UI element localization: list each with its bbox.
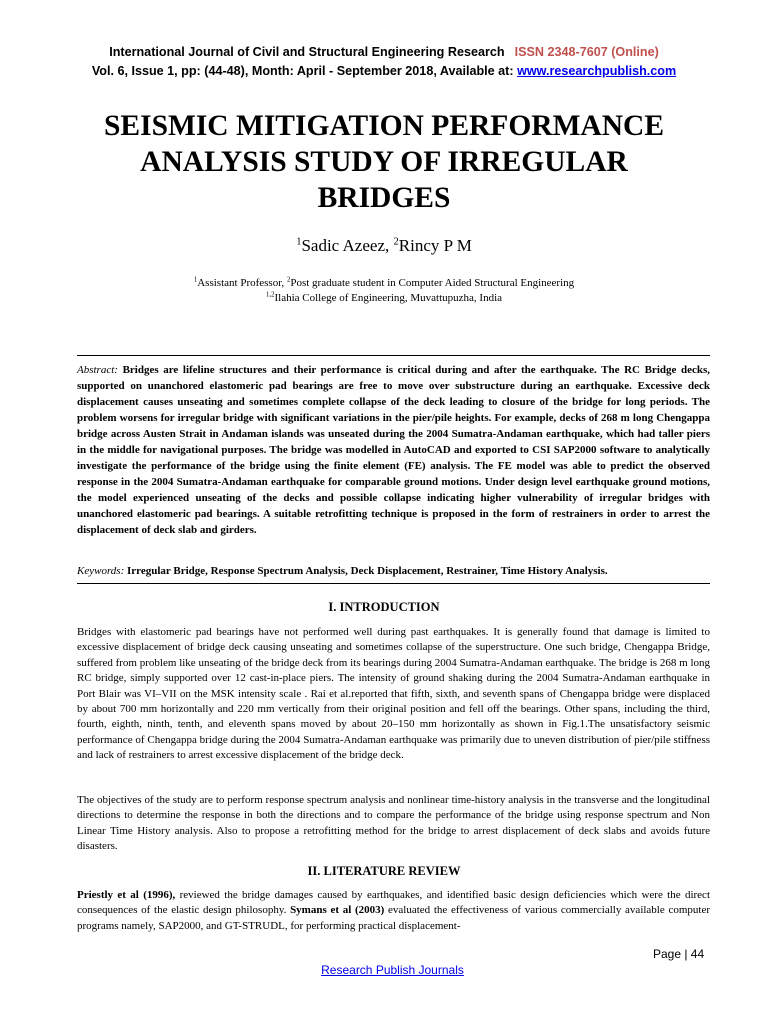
keywords-text: Irregular Bridge, Response Spectrum Analysis, Deck Displacement, Restrainer, Time History Analysis.: [127, 565, 608, 577]
abstract-label: Abstract:: [77, 364, 118, 376]
author-1: Sadic Azeez,: [301, 236, 394, 255]
abstract-top-rule: [77, 355, 710, 356]
abstract-bottom-rule: [77, 583, 710, 584]
abstract-text: Bridges are lifeline structures and their performance is critical during and after the earthquake. The RC Bridge decks, supported on unanchored elastomeric pad bearings are free to move over substructure during an earthquake. Excessive deck displacement causes unseating and sometimes complete collapse of the deck leading to closure of the bridge for long periods. The problem worsens for irregular bridge with significant variations in the pier/pile heights. For example, decks of 268 m long Chengappa bridge across Austen Strait in Andaman islands was unseated during the 2004 Sumatra-Andaman earthquake, which had taller piers in the middle for navigational purposes. The bridge was modelled in AutoCAD and exported to CSI SAP2000 software to analytically investigate the performance of the bridge using the finite element (FE) analysis. The FE model was able to predict the observed response in the 2004 Sumatra-Andaman earthquake for comparable ground motions. Under design level earthquake ground motions, the model experienced unseating of the decks and possible collapse indicating higher vulnerability of irregular bridges with unanchored elastomeric pad bearings. A suitable retrofitting technique is proposed in the form of restrainers in order to arrest the displacement of deck slab and girders.: [77, 364, 711, 536]
intro-paragraph-1: Bridges with elastomeric pad bearings have not performed well during past earthquakes. It is generally found that damage is limited to excessive displacement of bridge deck causing unseating and sometimes collapse of the superstructure. One such bridge, Chengappa Bridge, suffered from problem like unseating of the bridge deck from its bearings during 2004 Sumatra-Andaman earthquake. The bridge is 268 m long RC bridge, simply supported over 12 cast-in-place piers. The intensity of ground shaking during the 2004 Sumatra-Andaman earthquake in Port Blair was VI–VII on the MSK intensity scale . Rai et al.reported that fifth, sixth, and seventh spans of Chengappa bridge were displaced by about 700 mm horizontally and 220 mm vertically from their original position and fell off the bearings. Other spans, including the third, fourth, eighth, ninth, tenth, and eleventh spans moved by about 20–150 mm horizontally as shown in Fig.1.The unsatisfactory seismic performance of Chengappa bridge during the 2004 Sumatra-Andaman earthquake was primarily due to uneven distribution of pier/pile stiffness and lack of restrainers to arrest excessive displacement of the bridge deck.: [77, 626, 710, 762]
affil-1-mark: 1: [193, 276, 198, 284]
website-link[interactable]: www.researchpublish.com: [517, 64, 677, 78]
affil-1b: Post graduate student in Computer Aided Structural Engineering: [290, 277, 575, 289]
publisher-link[interactable]: Research Publish Journals: [321, 963, 464, 977]
affiliations: [0, 276, 768, 306]
title-line-1: SEISMIC MITIGATION PERFORMANCE: [104, 110, 664, 142]
section-heading-introduction: I. INTRODUCTION: [328, 600, 440, 614]
issn-label: ISSN 2348-7607 (Online): [514, 45, 659, 59]
affil-1: Assistant Professor,: [197, 277, 287, 289]
abstract: [77, 362, 710, 538]
keywords: [77, 563, 710, 579]
title-line-2: ANALYSIS STUDY OF IRREGULAR: [140, 146, 628, 178]
literature-text-2: evaluated the effectiveness of various commercially available computer programs namely, SAP2000, and GT-STRUDL, for performing practical displacement-: [77, 904, 710, 932]
affil-2-mark: 1,2: [265, 291, 275, 299]
author-list: [0, 236, 768, 256]
literature-text-1: reviewed the bridge damages caused by earthquakes, and identified basic design deficiencies which were the direct consequences of the elastic design philosophy.: [77, 889, 710, 917]
paper-title: [0, 108, 768, 216]
section-heading-literature-review: II. LITERATURE REVIEW: [307, 864, 461, 878]
intro-paragraph-2: The objectives of the study are to perform response spectrum analysis and nonlinear time-history analysis in the transverse and the longitudinal directions to determine the response in both the directions and to compare the performance of the bridge using response spectrum and Non Linear Time History analysis. Also to propose a retrofitting method for the bridge to arrest displacement of deck slabs and avoids future disasters.: [77, 794, 710, 853]
journal-name: International Journal of Civil and Structural Engineering Research: [109, 45, 505, 59]
affil-1b-mark: 2: [286, 276, 291, 284]
volume-info: Vol. 6, Issue 1, pp: (44-48), Month: April - September 2018, Available at:: [91, 64, 514, 78]
journal-header: [0, 43, 768, 81]
page-number: Page | 44: [653, 947, 705, 961]
literature-paragraph: [77, 888, 710, 934]
author-2-mark: 2: [393, 236, 399, 248]
author-2: Rincy P M: [398, 236, 472, 255]
citation-priestly: Priestly et al (1996),: [77, 889, 176, 901]
affil-2: Ilahia College of Engineering, Muvattupuzha, India: [274, 292, 503, 304]
title-line-3: BRIDGES: [317, 182, 451, 214]
keywords-label: Keywords:: [77, 565, 125, 577]
citation-symans: Symans et al (2003): [290, 904, 385, 917]
author-1-mark: 1: [296, 236, 302, 248]
